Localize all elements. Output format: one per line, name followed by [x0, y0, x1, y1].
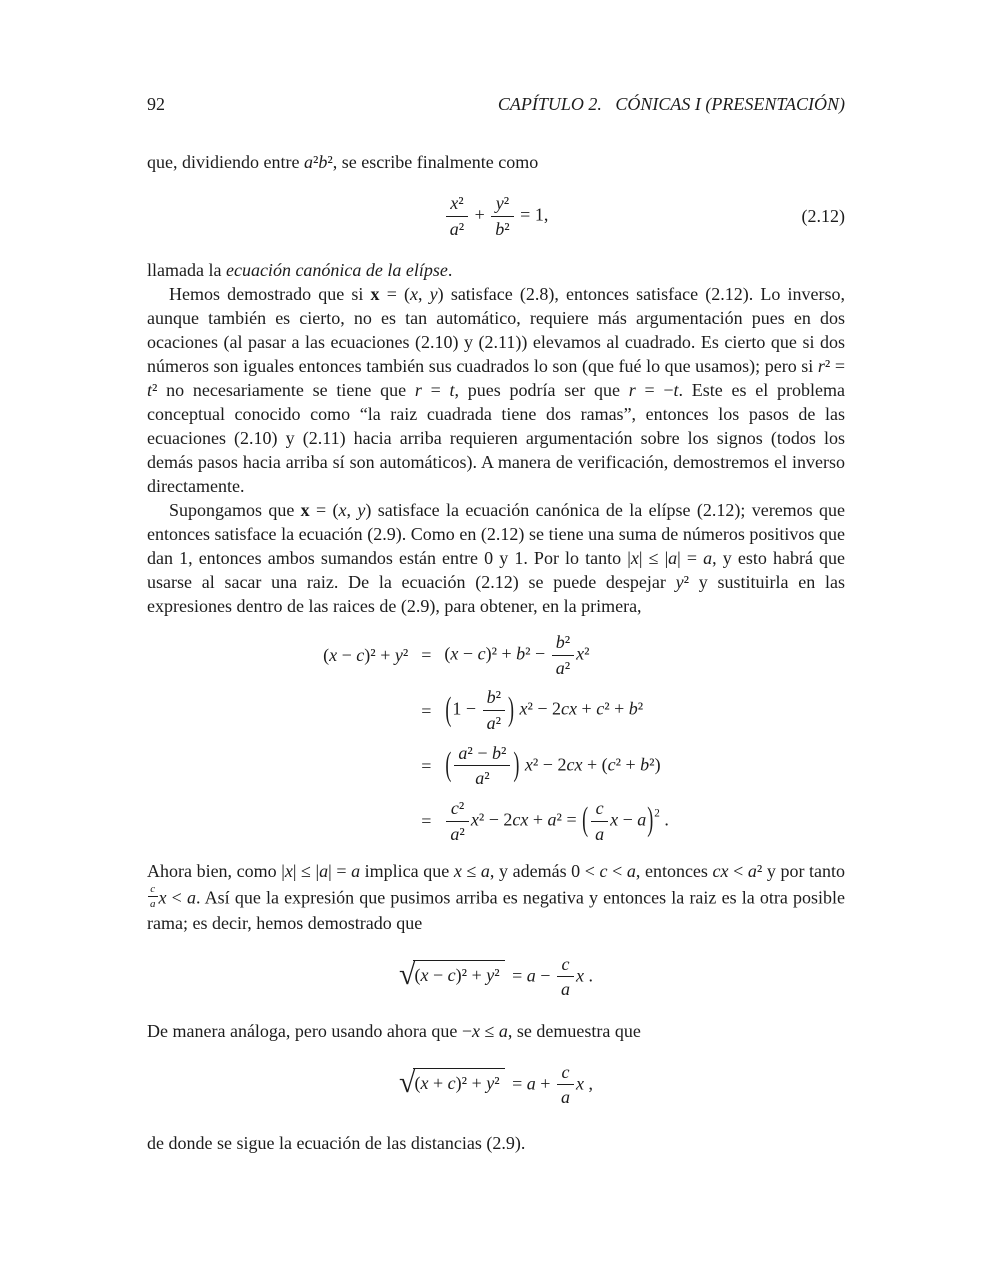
equals-sign-row2: = — [421, 700, 432, 721]
paragraph-analoga: De manera análoga, pero usando ahora que −x ≤ a, se demuestra que — [147, 1020, 641, 1041]
page-header — [147, 92, 845, 116]
equation-array-rhs-row4: $\frac{\text{c²}}{\text{a²}}$ x² − 2cx + a² = ( $\frac{c}{a}$ x − a)$^2$ . — [444, 798, 668, 844]
equation-2-12-body: $\frac{\text{x²}}{\text{a²}}$ + $\frac{\text{y²}}{\text{b²}}$ = 1, — [444, 193, 549, 239]
equation-canonical-ellipse — [147, 188, 845, 244]
equals-sign-row1: = — [421, 645, 432, 666]
page-number: 92 — [147, 94, 165, 114]
equation-array-rhs-row3: ( $\frac{\text{a² − b²}}{\text{a²}}$ ) x² − 2cx + (c² + b²) — [445, 742, 661, 789]
paragraph-inverse-argument: Hemos demostrado que si x = (x, y) satisface (2.8), entonces satisface (2.12). Lo inverso, aunque también es cierto, no es tan automático, requiere más argumentación pues en dos ocaciones (al pasar a las ecuaciones (2.10) y (2.11)) elevamos al cuadrado. Es cierto que si dos números son iguales entonces también sus cuadrados lo son (que fué lo que usamos); pero si r² = t² no necesariamente se tiene que r = t, pues podría ser que r = −t. Este es el problema conceptual conocido como “la raiz cuadrada tiene dos ramas”, entonces los pasos de las ecuaciones (2.10) y (2.11) hacia arriba requieren argumentación sobre los signos (todos los demás pasos hacia arriba sí son automáticos). A manera de verificación, demostremos el inverso directamente. — [147, 284, 846, 496]
paragraph-ahora-bien: Ahora bien, como |x| ≤ |a| = a implica que x ≤ a, y además 0 < c < a, entonces cx < a² y por tanto $\frac{c}{a}$ x < a. Así que la expresión que pusimos arriba es negativa y entonces la raiz es la otra posible rama; es decir, hemos demostrado que — [147, 860, 846, 933]
equation-sqrt-minus-body: √(x − c)² + y² = a − $\frac{c}{a}$ x . — [399, 953, 593, 1000]
paragraph-suppose: Supongamos que x = (x, y) satisface la ecuación canónica de la elípse (2.12); veremos que entonces satisface la ecuación (2.9). Como en (2.12) se tiene una suma de números positivos que dan 1, entonces ambos sumandos están entre 0 y 1. Por lo tanto |x| ≤ |a| = a, y esto habrá que usarse al sacar una raiz. De la ecuación (2.12) se puede despejar y² y sustituirla en las expresiones dentro de las raices de (2.9), para obtener, en la primera, — [147, 500, 846, 616]
paragraph-intro: que, dividiendo entre a²b², se escribe finalmente como — [147, 152, 539, 172]
equals-sign-row4: = — [421, 811, 432, 832]
equation-array — [147, 632, 845, 845]
equation-sqrt-minus — [147, 949, 845, 1005]
paragraph-ellipse-name: llamada la ecuación canónica de la elípse. — [147, 260, 453, 280]
paragraph-conclusion: de donde se sigue la ecuación de las distancias (2.9). — [147, 1132, 526, 1153]
text-column — [147, 0, 845, 1155]
equation-array-lhs-row1: (x − c)² + y² — [323, 645, 409, 666]
equation-array-rhs-row1: (x − c)² + b² − $\frac{\text{b²}}{\text{a²}}$ x² — [444, 632, 590, 678]
equation-tag-2-12: (2.12) — [801, 206, 845, 226]
equation-sqrt-plus — [147, 1057, 845, 1113]
equals-sign-row3: = — [421, 755, 432, 776]
equation-sqrt-plus-body: √(x + c)² + y² = a + $\frac{c}{a}$ x , — [399, 1061, 593, 1108]
equation-array-rhs-row2: (1 − $\frac{\text{b²}}{\text{a²}}$ ) x² − 2cx + c² + b² — [445, 687, 644, 734]
chapter-header: CAPÍTULO 2. CÓNICAS I (PRESENTACIÓN) — [497, 94, 845, 114]
